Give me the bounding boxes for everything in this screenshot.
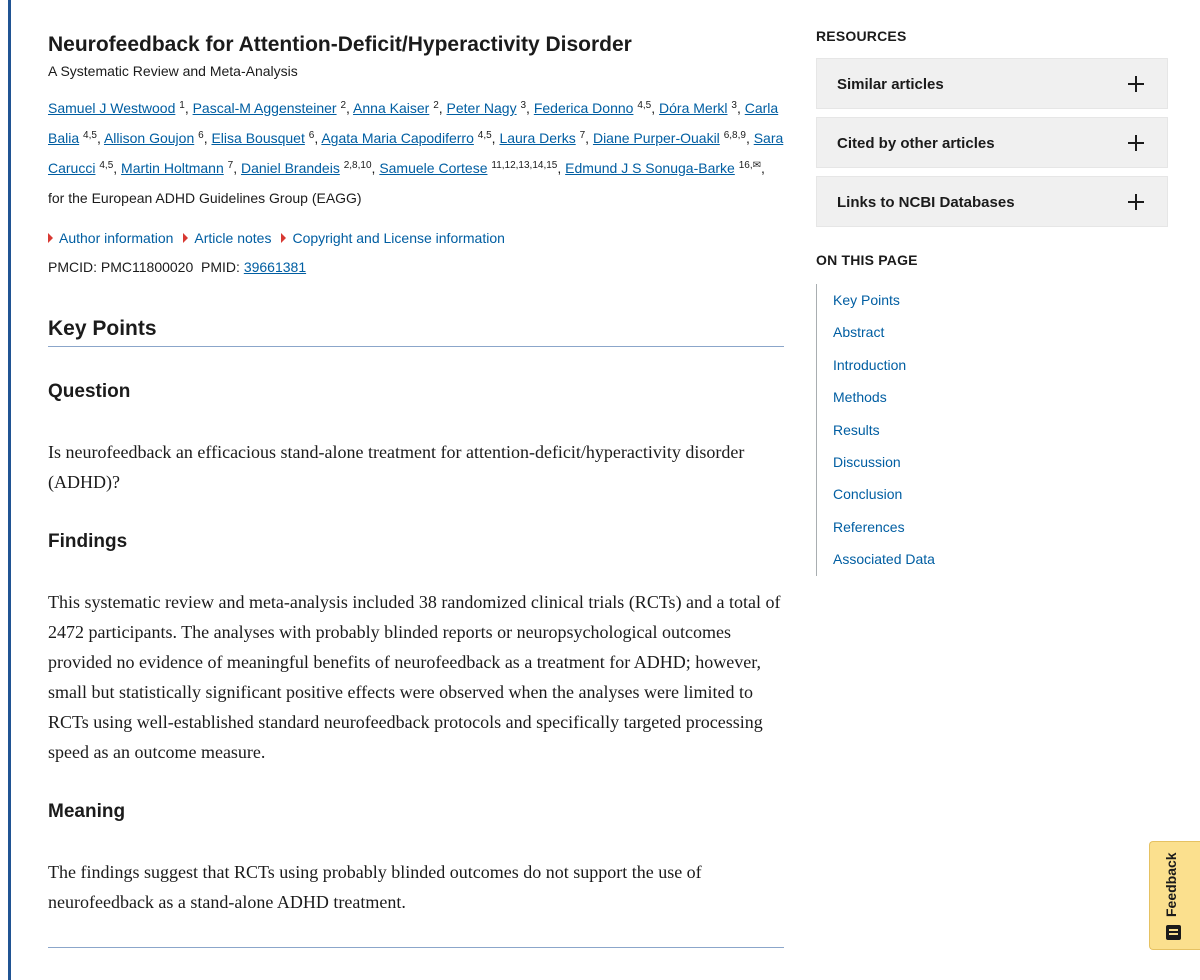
meaning-text: The findings suggest that RCTs using probably blinded outcomes do not support the use of neurofeedback as a stand-alone ADHD treatment. <box>48 862 702 912</box>
toc-item-results[interactable]: Results <box>833 421 880 438</box>
meaning-heading: Meaning <box>48 801 126 822</box>
info-link-label: Article notes <box>194 230 272 246</box>
resources-label: RESOURCES <box>816 28 907 44</box>
author-affiliation: 6 <box>308 130 315 141</box>
author-link[interactable]: Pascal-M Aggensteiner <box>192 100 337 116</box>
on-this-page-label: ON THIS PAGE <box>816 252 918 268</box>
feedback-button[interactable] <box>1149 841 1200 950</box>
info-link-author-information[interactable] <box>48 227 173 249</box>
author-link[interactable]: Carla Balia <box>48 100 779 146</box>
findings-heading: Findings <box>48 531 128 552</box>
info-link-label: Author information <box>59 230 174 246</box>
expand-triangle-icon <box>48 233 53 243</box>
author-affiliation: 6,8,9 <box>723 130 746 141</box>
article-ids <box>48 257 784 277</box>
author-affiliation: 7 <box>227 160 234 171</box>
pmid-label: PMID: <box>201 259 240 275</box>
author-affiliation: 2 <box>433 100 439 111</box>
toc-item-associated-data[interactable]: Associated Data <box>833 551 935 568</box>
toc-item-introduction[interactable]: Introduction <box>833 356 907 373</box>
author-affiliation: 4,5 <box>477 130 492 141</box>
author-affiliation: 4,5 <box>83 130 97 141</box>
author-affiliation: 4,5 <box>99 160 114 171</box>
toc-item-methods[interactable]: Methods <box>833 389 887 406</box>
toc-item-references[interactable]: References <box>833 518 905 535</box>
author-affiliation: 16,✉ <box>738 160 761 171</box>
article-title: Neurofeedback for Attention-Deficit/Hyperactivity Disorder <box>48 33 632 56</box>
author-affiliation: 4,5 <box>637 100 652 111</box>
author-affiliation: 6 <box>198 130 204 141</box>
author-link[interactable]: Agata Maria Capodiferro <box>321 130 474 146</box>
feedback-icon <box>1166 925 1181 940</box>
info-link-label: Copyright and License information <box>292 230 505 246</box>
author-link[interactable]: Martin Holtmann <box>121 160 224 176</box>
author-affiliation: 3 <box>520 100 527 111</box>
accordion-links-to-ncbi-databases[interactable] <box>816 176 1168 227</box>
toc-item-conclusion[interactable]: Conclusion <box>833 486 903 503</box>
author-link[interactable]: Daniel Brandeis <box>240 160 340 176</box>
author-affiliation: 7 <box>579 130 586 141</box>
author-link[interactable]: Elisa Bousquet <box>211 130 305 146</box>
author-link[interactable]: Samuele Cortese <box>379 160 488 176</box>
article-main <box>48 30 784 948</box>
feedback-label: Feedback <box>1163 852 1179 917</box>
info-link-copyright-and-license-information[interactable] <box>281 227 504 249</box>
question-text: Is neurofeedback an efficacious stand-alone treatment for attention-deficit/hyperactivity disorder (ADHD)? <box>48 442 745 492</box>
author-link[interactable]: Diane Purper-Ouakil <box>592 130 720 146</box>
expand-triangle-icon <box>281 233 286 243</box>
author-list: Samuel J Westwood $^1$, Pascal-M Aggensteiner $^2$, Anna Kaiser $^2$, Peter Nagy $^3$, Federica Donno $^{4,5}$, Dóra Merkl $^3$, Carla Balia $^{4,5}$, Allison Goujon $^6$, Elisa Bousquet $^6$, Agata Maria Capodiferro $^{4,5}$, Laura Derks $^7$, Diane Purper-Ouakil $^{6,8,9}$, Sara Carucci $^{4,5}$, Martin Holtmann $^7$, Daniel Brandeis $^{2,8,10}$, Samuele Cortese $^{11,12,13,14,15}$, Edmund J S Sonuga-Barke $^{16,✉}$, for the European ADHD Guidelines Group (EAGG) <box>48 100 784 206</box>
resources-accordion <box>816 58 1168 227</box>
author-link[interactable]: Allison Goujon <box>103 130 195 146</box>
authors-group-note: , for the European ADHD Guidelines Group (EAGG) <box>48 160 765 206</box>
author-affiliation: 3 <box>731 100 737 111</box>
author-link[interactable]: Sara Carucci <box>48 130 784 176</box>
author-link[interactable]: Laura Derks <box>499 130 576 146</box>
info-link-article-notes[interactable] <box>183 227 271 249</box>
key-points-heading: Key Points <box>48 314 784 347</box>
plus-icon <box>1127 75 1145 93</box>
accordion-label: Similar articles <box>837 76 944 93</box>
plus-icon <box>1127 134 1145 152</box>
toc-item-discussion[interactable]: Discussion <box>833 453 901 470</box>
author-affiliation: 2,8,10 <box>343 160 372 171</box>
section-divider <box>48 947 784 948</box>
accordion-label: Links to NCBI Databases <box>837 194 1015 211</box>
expand-triangle-icon <box>183 233 188 243</box>
author-link[interactable]: Peter Nagy <box>446 100 517 116</box>
table-of-contents <box>816 284 1168 576</box>
accordion-similar-articles[interactable] <box>816 58 1168 109</box>
author-link[interactable]: Edmund J S Sonuga-Barke <box>565 160 735 176</box>
left-accent-rule <box>8 0 11 980</box>
article-subtitle: A Systematic Review and Meta-Analysis <box>48 63 298 79</box>
findings-text: This systematic review and meta-analysis included 38 randomized clinical trials (RCTs) and a total of 2472 participants. The analyses with probably blinded reports or neuropsychological outcomes provided no evidence of meaningful benefits of neurofeedback as a treatment for ADHD; however, small but statistically significant positive effects were observed when the analyses were limited to RCTs using well-established standard neurofeedback protocols and specifically targeted processing speed as an outcome measure. <box>48 592 781 762</box>
pmcid: PMCID: PMC11800020 <box>48 259 194 275</box>
toc-item-key-points[interactable]: Key Points <box>833 292 900 308</box>
accordion-cited-by-other-articles[interactable] <box>816 117 1168 168</box>
question-heading: Question <box>48 381 131 402</box>
author-link[interactable]: Dóra Merkl <box>659 100 728 116</box>
author-affiliation: 1 <box>179 100 185 111</box>
pmid-link[interactable]: 39661381 <box>243 259 307 275</box>
article-info-links <box>48 227 784 249</box>
accordion-label: Cited by other articles <box>837 135 995 152</box>
author-link[interactable]: Federica Donno <box>533 100 634 116</box>
author-link[interactable]: Anna Kaiser <box>353 100 430 116</box>
toc-item-abstract[interactable]: Abstract <box>833 324 885 341</box>
plus-icon <box>1127 193 1145 211</box>
author-affiliation: 2 <box>340 100 347 111</box>
author-affiliation: 11,12,13,14,15 <box>491 160 558 171</box>
author-link[interactable]: Samuel J Westwood <box>48 100 176 116</box>
sidebar <box>816 26 1168 576</box>
